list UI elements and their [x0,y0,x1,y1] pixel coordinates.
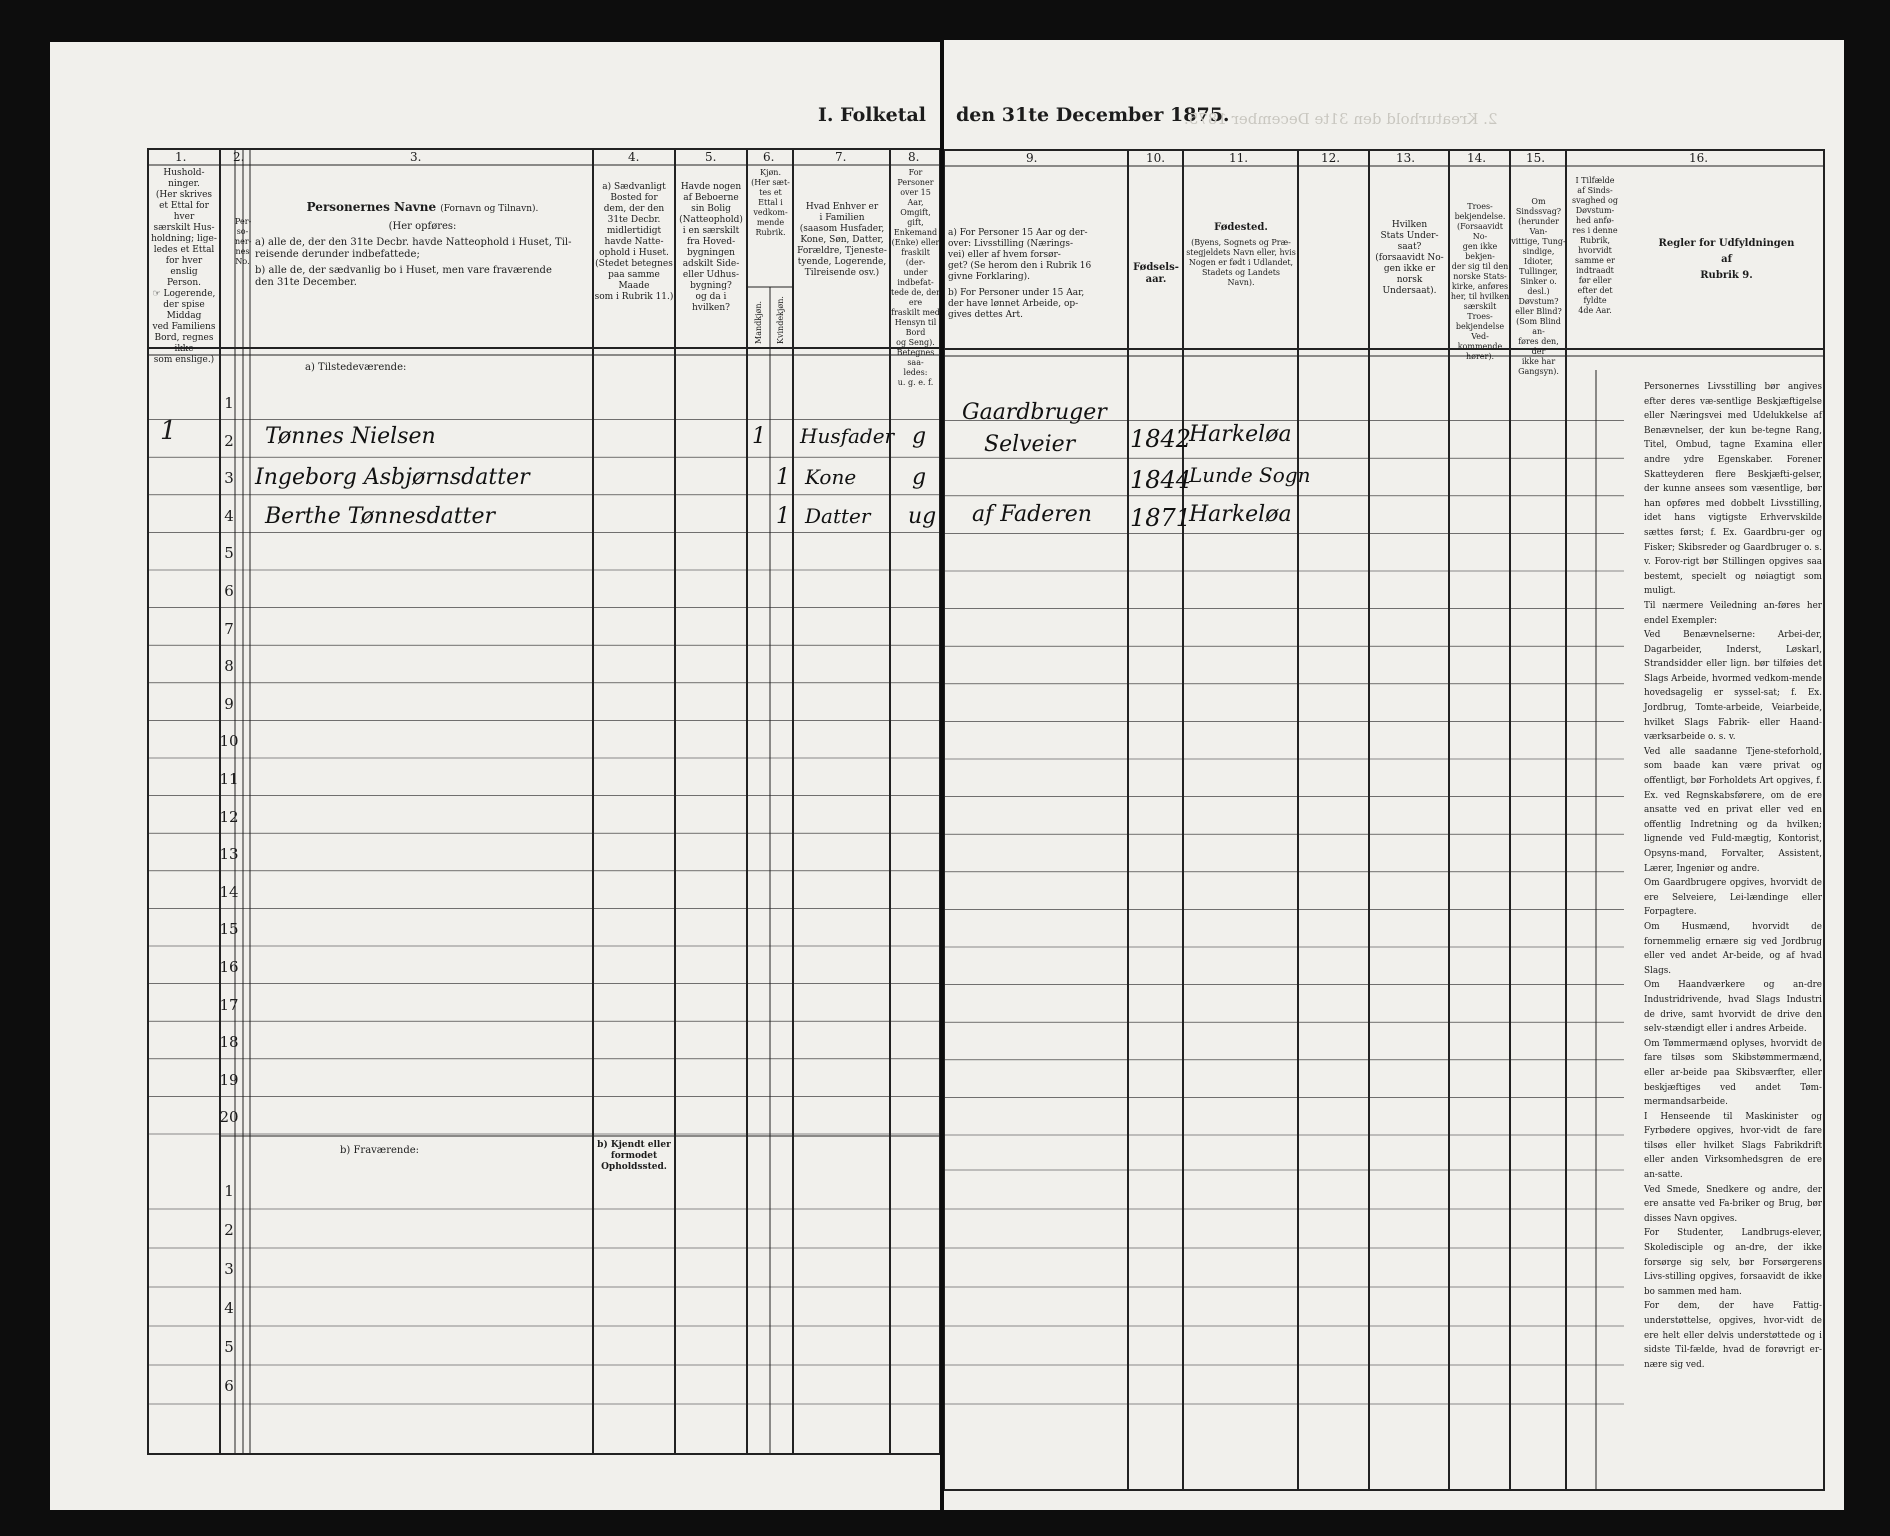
section-b-label: b) Fraværende: [340,1145,420,1156]
entry-3-role: Datter [805,504,871,528]
row-number: 5 [224,544,234,563]
row-number: 4 [224,506,234,525]
section-a-label: a) Tilstedeværende: [305,362,407,373]
left-page [50,42,940,1510]
col4-header: a) Sædvanligt Bosted for dem, der den 31te Decbr. midlertidigt havde Natte- ophold i Huset. (Stedet betegnes paa samme Maade som i Rubrik 11.) [594,182,674,302]
col-number-14: 14. [1467,151,1487,165]
col3-header [255,200,590,289]
rules-text: Personernes Livsstilling bør angives efter deres væ-sentlige Beskjæftigelse eller Næringsvei med Udelukkelse af Benævnelser, der kun be-tegne Rang, Titel, Ombud, tagne Examina eller andre ydre Egenskaber. Forener Skatteyderen flere Beskjæfti-gelser, der kunne ansees som væsentlige, bør han opføres med dobbelt Livsstilling, idet hans vigtigste Erhvervskilde sættes først; f. Ex. Gaardbru-ger og Fisker; Skibsreder og Gaardbruger o. s. v. Forov-rigt bør Stillingen opgives saa bestemt, specielt og nøiagtigt som muligt. Til nærmere Veiledning an-føres her endel Exempler: Ved Benævnelserne: Arbei-der, Dagarbeider, Inderst, Løskarl, Strandsidder eller lign. bør tilføies det Slags Arbeide, hvormed vedkom-mende hovedsagelig er syssel-sat; f. Ex. Jordbrug, Tomte-arbeide, Veiarbeide, hvilket Slags Fabrik- eller Haand-værksarbeide o. s. v. Ved alle saadanne Tjene-steforhold, som baade kan være privat og offentligt, bør Forholdets Art opgives, f. Ex. ved Regnskabsførere, om de ere ansatte ved en privat eller ved en offentlig Indretning og da hvilken; lignende ved Fuld-mægtig, Kontorist, Opsyns-mand, Forvalter, Assistent, Lærer, Ingeniør og andre. Om Gaardbrugere opgives, hvorvidt de ere Selveiere, Lei-lændinge eller Forpagtere. Om Husmænd, hvorvidt de fornemmelig ernære sig ved Jordbrug eller ved andet Ar-beide, og af hvad Slags. Om Haandværkere og an-dre Industridrivende, hvad Slags Industri de drive, samt hvorvidt de drive den selv-stændigt eller i andres Arbeide. Om Tømmermænd oplyses, hvorvidt de fare tilsøs som Skibstømmermænd, eller ar-beide paa Skibsværfter, eller beskjæftiges ved andet Tøm-mermandsarbeide. I Henseende til Maskinister og Fyrbødere opgives, hvor-vidt de fare tilsøs eller hvilket Slags Fabrikdrift eller anden Virksomhedsgren de ere an-satte. Ved Smede, Snedkere og andre, der ere ansatte ved Fa-briker og Brug, bør disses Navn opgives. For Studenter, Landbrugs-elever, Skoledisciple og an-dre, der ikke forsørge sig selv, bør Forsørgerens Livs-stilling opgives, forsaavidt de ikke bo sammen med ham. For dem, der have Fattig-understøttelse, opgives, hvor-vidt de ere helt eller delvis understøttede og i sidste Til-fælde, hvad de forøvrigt er-nære sig ved. [1644,382,1822,1370]
row-number: 11 [219,770,239,788]
entry-2-name: Ingeborg Asbjørnsdatter [255,465,530,490]
col3-title-small: (Fornavn og Tilnavn). [440,204,539,214]
col11-text: (Byens, Sognets og Præ- stegjeldets Navn eller, hvis Nogen er født i Udlandet, Stadets og Landets Navn). [1186,238,1296,287]
row-number: 7 [224,619,234,638]
row-number: 18 [219,1033,239,1052]
col14-header: Om Sindssvag? (herunder Van- vittige, Tung- sindige, Idioter, Tullinger, Sinker o. desl.) Døvstum? eller Blind? (Som Blind an- føres den, der ikke har Gangsyn). [1511,197,1566,376]
col-number-8: 8. [908,150,920,164]
col-number-16: 16. [1689,151,1709,165]
entry-2-birthplace: Lunde Sogn [1189,463,1311,487]
col6a-header: Mandkjøn. [754,300,763,344]
col8-header: For Personer over 15 Aar, Omgift, gift, Enkemand (Enke) eller fraskilt (der- under indbefat- tede de, der ere fraskilt med Hensyn til Bord og Seng). Betegnes saa- ledes: u. g. e. f. [891,168,940,387]
row-number: 12 [219,807,239,826]
col-number-7: 7. [835,150,847,164]
col-number-13: 13. [1396,151,1416,165]
row-number: 13 [219,845,239,864]
entry-3-year: 1871 [1130,504,1192,532]
col3-item-b: b) alle de, der sædvanlig bo i Huset, men vare fraværende den 31te December. [255,265,552,288]
entry-1-name: Tønnes Nielsen [265,424,436,449]
entry-3-civil: ug [908,504,937,529]
ghost-header: 2. Kreaturhold den 31te December 1875. [1184,110,1498,128]
col-number-6: 6. [763,150,775,164]
row-number: 4 [224,1299,234,1317]
entry-1-occupation-1: Gaardbruger [962,400,1107,425]
entry-1-birthplace: Harkeløa [1189,422,1292,447]
col-number-2: 2. [233,150,245,164]
title-right: den 31te December 1875. [956,104,1230,126]
row-number: 3 [224,1260,234,1278]
col9-header-b: b) For Personer under 15 Aar, der have lønnet Arbeide, op- gives dettes Art. [948,288,1085,320]
entry-3-name: Berthe Tønnesdatter [265,504,496,529]
col3-subtitle: (Her opføres: [388,221,457,232]
row-number: 6 [224,582,234,600]
row-number: 3 [224,469,234,488]
row-number: 10 [219,732,239,751]
entry-3-birthplace: Harkeløa [1189,502,1292,527]
col-number-9: 9. [1026,151,1038,165]
title-left: I. Folketal [818,104,927,126]
col16-header: Regler for Udfyldningen af Rubrik 9. [1658,238,1795,281]
row-number: 5 [224,1338,234,1356]
row-number: 9 [224,694,234,713]
right-page [944,40,1844,1510]
row-number: 15 [219,920,239,939]
row-number: 6 [224,1377,234,1395]
col7-header: Hvad Enhver er i Familien (saasom Husfader, Kone, Søn, Datter, Forældre, Tjeneste- tyende, Logerende, Tilreisende osv.) [797,202,887,278]
household-1: 1 [160,416,177,446]
col-number-5: 5. [705,150,717,164]
entry-1-occupation-2: Selveier [984,432,1076,457]
col6b-header: Kvindekjøn. [776,296,785,344]
col13-header: Troes- bekjendelse. (Forsaavidt No- gen ikke bekjen- der sig til den norske Stats- kirke, anføres her, til hvilken særskilt Troes- bekjendelse Ved- kommende hører). [1450,202,1510,361]
col-number-1: 1. [175,150,187,164]
col9-header-a: a) For Personer 15 Aar og der- over: Livsstilling (Nærings- vei) eller af hvem forsør- get? (Se herom den i Rubrik 16 givne Forklaring). [948,228,1092,282]
row-number: 8 [224,657,234,676]
entry-1-civil: g [912,424,927,449]
col15-header: I Tilfælde af Sinds- svaghed og Døvstum- hed anfø- res i denne Rubrik, hvorvidt samme er indtraadt før eller efter det fyldte 4de Aar. [1571,176,1618,315]
col-number-3: 3. [410,150,422,164]
row-number: 2 [224,1221,234,1239]
col2-header: Per- so- ner- nes No. [235,217,252,266]
col12-header: Hvilken Stats Under- saat? (forsaavidt No- gen ikke er norsk Undersaat). [1375,220,1444,296]
col4-b-label: b) Kjendt eller formodet Opholdssted. [597,1140,671,1172]
col1-header: Hushold- ninger. (Her skrives et Ettal for hver særskilt Hus- holdning; lige- ledes et Ettal for hver enslig Person. ☞ Logerende, der spise Middag ved Familiens Bord, regnes ikke som enslige.) [151,168,217,365]
col-number-15: 15. [1526,151,1546,165]
col5-header: Havde nogen af Beboerne sin Bolig (Natteophold) i en særskilt fra Hoved- bygningen adskilt Side- eller Udhus- bygning? og da i hvilken? [679,182,743,313]
entry-2-civil: g [912,465,927,490]
entry-2-female: 1 [776,465,790,490]
col3-title: Personernes Navne [306,200,437,214]
row-number: 16 [219,958,239,976]
entry-2-role: Kone [805,465,857,489]
col-number-12: 12. [1321,151,1341,165]
col6-header: Kjøn. (Her sæt- tes et Ettal i vedkom- mende Rubrik. [751,168,790,237]
entry-1-year: 1842 [1130,425,1192,453]
row-number: 1 [224,1182,234,1200]
col10-header: Fødsels- aar. [1133,262,1179,285]
row-number: 14 [219,882,239,901]
entry-2-year: 1844 [1130,466,1192,494]
row-number: 2 [224,431,234,450]
col-number-11: 11. [1229,151,1249,165]
col11-header [1186,222,1296,288]
col-number-4: 4. [628,150,640,164]
row-number: 1 [224,394,234,412]
row-number: 17 [219,995,239,1014]
row-number: 20 [219,1108,239,1127]
row-number: 19 [219,1070,239,1089]
entry-3-female: 1 [776,504,790,529]
col-number-10: 10. [1146,151,1166,165]
entry-3-occupation: af Faderen [972,502,1092,527]
col3-item-a: a) alle de, der den 31te Decbr. havde Natteophold i Huset, Til- reisende derunder indbefattede; [255,237,572,260]
col11-title: Fødested. [1214,222,1268,233]
entry-1-role: Husfader [800,424,895,448]
entry-1-male: 1 [752,424,766,449]
